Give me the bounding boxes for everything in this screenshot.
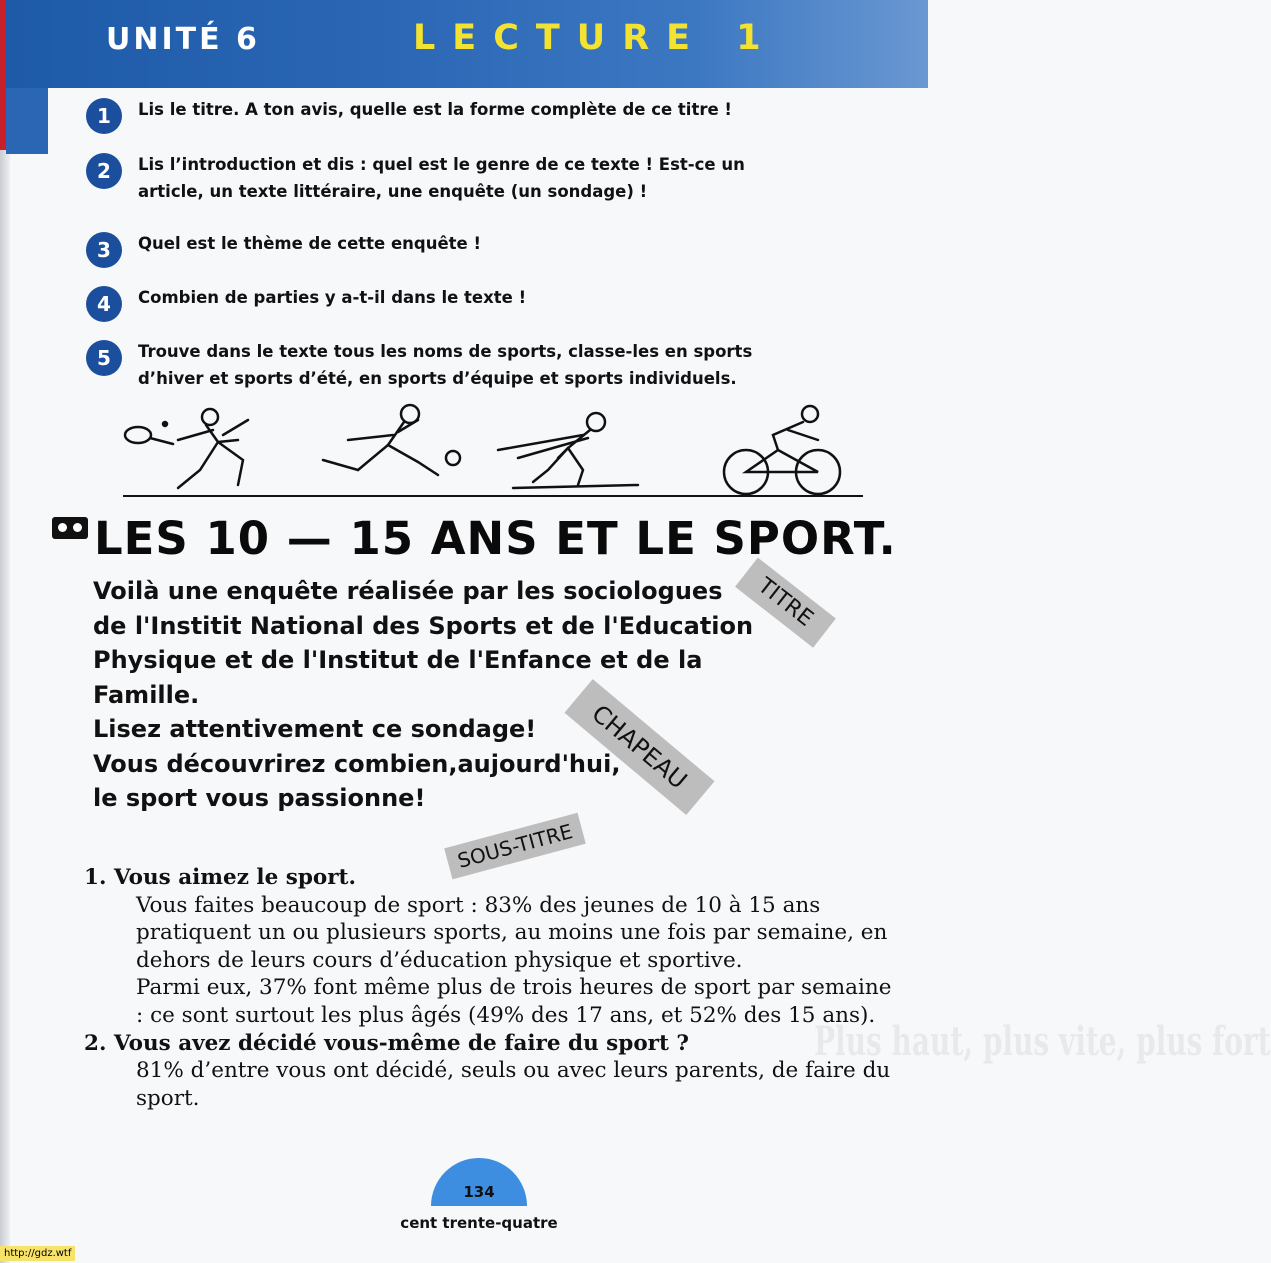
page-number: 134 — [463, 1183, 495, 1201]
chapeau-line: Vous découvrirez combien,aujourd'hui, — [93, 749, 621, 778]
cyclist-icon — [724, 406, 840, 494]
question-number-badge: 1 — [86, 98, 122, 134]
show-through-text: Plus haut, plus vite, plus fort — [814, 1018, 1271, 1065]
question-2 — [86, 151, 806, 205]
banner-tab — [6, 88, 48, 154]
chapeau-line: Voilà une enquête réalisée par les sociologues — [93, 577, 723, 605]
question-number-badge: 2 — [86, 153, 122, 189]
question-number-badge: 4 — [86, 286, 122, 322]
unit-label: UNITÉ 6 — [106, 22, 260, 57]
watermark-link[interactable]: http://gdz.wtf — [0, 1246, 75, 1261]
question-1 — [86, 96, 806, 134]
question-text: Lis l’introduction et dis : quel est le genre de ce texte ! Est-ce un article, un texte littéraire, une enquête (un sondage) ! — [138, 155, 745, 201]
paragraph: Parmi eux, 37% font même plus de trois heures de sport par semaine : ce sont surtout les plus âgés (49% des 17 ans, et 52% des 15 ans). — [136, 975, 892, 1028]
chapeau-line: le sport vous passionne! — [93, 784, 426, 812]
question-text: Trouve dans le texte tous les noms de sports, classe-les en sports d’hiver et sports d’été, en sports d’équipe et sports individuels. — [138, 342, 753, 388]
paragraph: 81% d’entre vous ont décidé, seuls ou avec leurs parents, de faire du sport. — [136, 1058, 891, 1111]
question-text: Combien de parties y a-t-il dans le texte ! — [138, 288, 527, 307]
question-number-badge: 3 — [86, 232, 122, 268]
paragraph: Vous faites beaucoup de sport : 83% des jeunes de 10 à 15 ans pratiquent un ou plusieurs sports, au moins une fois par semaine, en dehors de leurs cours d’éducation physique et sportive. — [136, 892, 888, 973]
skier-icon — [498, 413, 638, 488]
section-heading: 1. Vous aimez le sport. — [84, 865, 356, 890]
chapeau-line: Lisez attentivement ce sondage! — [93, 715, 537, 743]
question-5 — [86, 338, 806, 392]
football-player-icon — [323, 405, 460, 475]
page-number-words: cent trente-quatre — [400, 1214, 558, 1232]
chapeau-line: de l'Institit National des Sports et de l'Education — [93, 611, 754, 640]
question-text: Quel est le thème de cette enquête ! — [138, 234, 482, 253]
question-3 — [86, 230, 806, 268]
section-heading: 2. Vous avez décidé vous-même de faire du sport ? — [84, 1030, 690, 1056]
question-text: Lis le titre. A ton avis, quelle est la forme complète de ce titre ! — [138, 100, 732, 119]
question-number-badge: 5 — [86, 340, 122, 376]
article-body — [84, 864, 904, 1112]
chapeau-line: Physique et de l'Institut de l'Enfance et de la — [93, 646, 703, 674]
chapeau-label: CHAPEAU — [564, 679, 714, 815]
sports-illustration — [118, 400, 866, 500]
cassette-icon — [52, 517, 88, 539]
section-label: LECTURE 1 — [413, 18, 778, 58]
titre-label: TITRE — [735, 558, 835, 648]
article-title: LES 10 — 15 ANS ET LE SPORT. — [94, 512, 897, 565]
tennis-player-icon — [125, 409, 248, 488]
question-4 — [86, 284, 806, 322]
soustitre-label: SOUS-TITRE — [444, 813, 586, 880]
chapeau-line: Famille. — [93, 680, 200, 709]
page-binding-edge — [0, 0, 10, 1263]
